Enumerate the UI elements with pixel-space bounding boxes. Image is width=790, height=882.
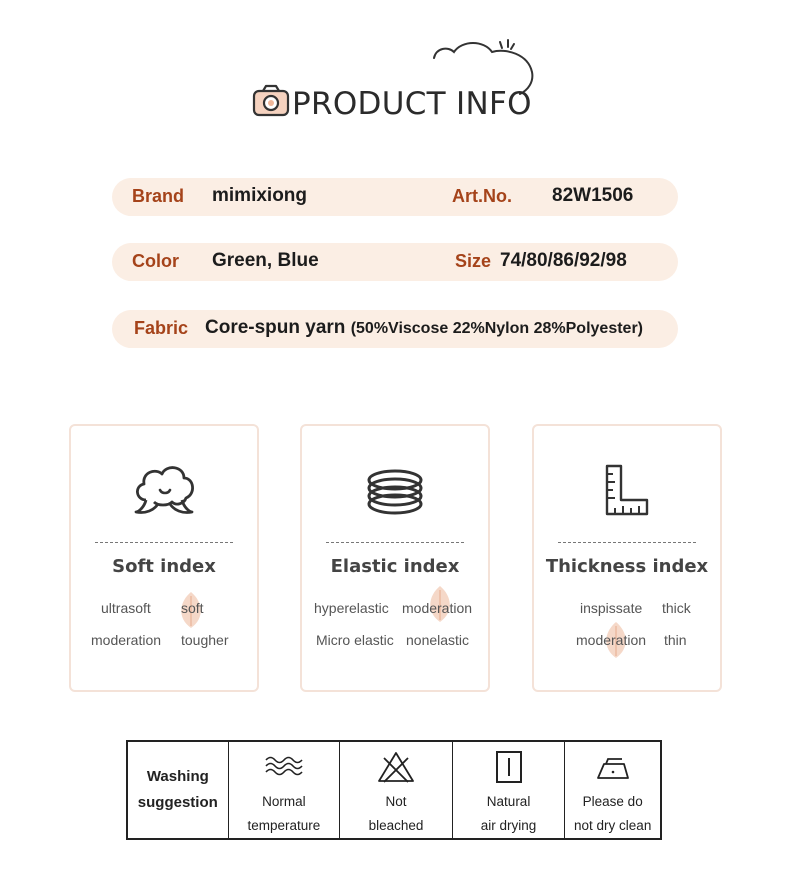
ruler-icon [595,460,659,520]
no-bleach-icon [376,750,416,784]
color-value: Green, Blue [212,250,319,271]
washing-item-dry [452,742,565,838]
elastic-index-card [300,424,490,692]
brand-value: mimixiong [212,185,308,206]
page-title: PRODUCT INFO [292,86,532,122]
soft-index-card [69,424,259,692]
washing-suggestion-table [126,740,662,840]
washing-heading-line1: Washing [146,768,209,785]
thickness-index-card [532,424,722,692]
cotton-icon [132,460,196,520]
divider [326,542,464,543]
option-thick: thick [662,600,691,616]
washing-item-line2: not dry clean [574,818,652,833]
washing-heading-line2: suggestion [137,794,218,811]
color-label: Color [132,251,179,271]
option-micro-elastic: Micro elastic [316,632,394,648]
washing-item-line2: air drying [480,818,537,833]
iron-icon [594,756,632,782]
info-row-brand [112,178,678,216]
option-tougher: tougher [181,632,229,648]
info-row-fabric [112,310,678,348]
washing-item-bleach [339,742,452,838]
artno-value: 82W1506 [552,185,634,206]
washing-item-line2: bleached [368,818,424,833]
artno-label: Art.No. [452,186,512,206]
option-hyperelastic: hyperelastic [314,600,389,616]
fabric-composition: (50%Viscose 22%Nylon 28%Polyester) [350,320,643,337]
water-temperature-icon [263,752,305,778]
size-value: 74/80/86/92/98 [500,250,627,271]
camera-icon [252,84,290,118]
option-soft: soft [181,600,204,616]
washing-item-iron [564,742,660,838]
washing-item-line2: temperature [247,818,321,833]
brand-label: Brand [132,186,185,206]
info-row-color [112,243,678,281]
option-ultrasoft: ultrasoft [101,600,151,616]
washing-item-line1: Natural [486,794,531,809]
option-inspissate: inspissate [580,600,643,616]
option-moderation: moderation [576,632,647,648]
divider [558,542,696,543]
option-moderation: moderation [91,632,162,648]
spring-coil-icon [363,460,427,520]
option-thin: thin [664,632,687,648]
option-moderation: moderation [402,600,473,616]
size-label: Size [455,251,492,271]
air-dry-icon [494,750,524,784]
washing-heading-cell [128,742,228,838]
option-nonelastic: nonelastic [406,632,470,648]
washing-item-line1: Please do [582,794,643,809]
fabric-value: Core-spun yarn (50%Viscose 22%Nylon 28%Polyester) [205,317,643,338]
divider [95,542,233,543]
elastic-index-title: Elastic index [330,556,460,577]
washing-item-temperature [228,742,340,838]
thickness-index-title: Thickness index [545,556,709,577]
washing-item-line1: Not [385,794,407,809]
washing-item-line1: Normal [262,794,306,809]
fabric-label: Fabric [134,318,189,338]
soft-index-title: Soft index [112,556,216,577]
